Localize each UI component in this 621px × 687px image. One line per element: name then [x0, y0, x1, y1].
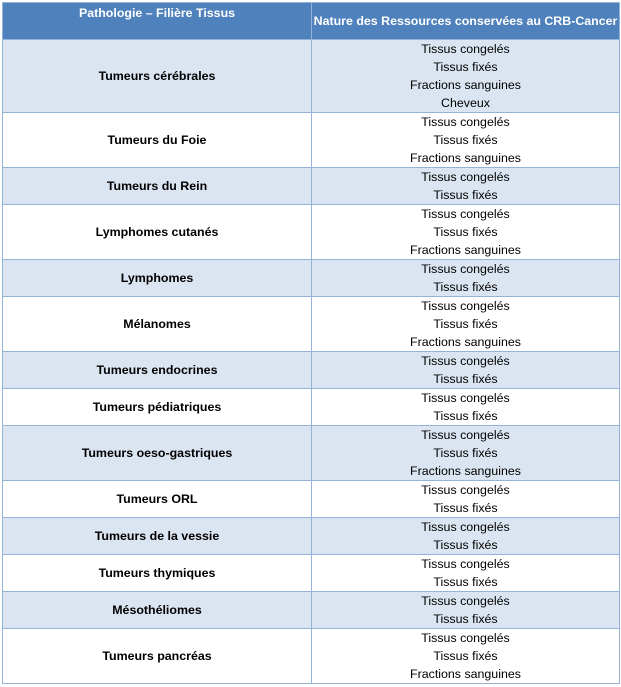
pathology-cell: Tumeurs ORL: [3, 481, 312, 518]
resource-item: Tissus fixés: [433, 538, 498, 552]
resource-item: Fractions sanguines: [410, 243, 521, 257]
table-row: [3, 629, 620, 684]
resource-item: Tissus fixés: [433, 317, 498, 331]
resources-cell: [312, 40, 620, 113]
resources-cell: [312, 426, 620, 481]
table-row: [3, 113, 620, 168]
pathology-cell: Tumeurs de la vessie: [3, 518, 312, 555]
table-row: [3, 389, 620, 426]
resource-item: Tissus fixés: [433, 612, 498, 626]
resource-item: Tissus congelés: [421, 262, 510, 276]
resource-item: Tissus congelés: [421, 207, 510, 221]
resource-item: Tissus fixés: [433, 575, 498, 589]
pathology-cell: Tumeurs endocrines: [3, 352, 312, 389]
table-row: [3, 481, 620, 518]
resource-item: Tissus fixés: [433, 188, 498, 202]
pathology-cell: Tumeurs du Foie: [3, 113, 312, 168]
resource-item: Tissus fixés: [433, 225, 498, 239]
resource-item: Fractions sanguines: [410, 335, 521, 349]
resources-cell: [312, 629, 620, 684]
table-row: [3, 518, 620, 555]
resource-item: Tissus congelés: [421, 557, 510, 571]
resources-table: [2, 2, 620, 684]
table-row: [3, 260, 620, 297]
table-row: [3, 555, 620, 592]
pathology-cell: Tumeurs cérébrales: [3, 40, 312, 113]
table-row: [3, 205, 620, 260]
resource-item: Tissus congelés: [421, 631, 510, 645]
pathology-cell: Lymphomes cutanés: [3, 205, 312, 260]
header-nature-ressources: Nature des Ressources conservées au CRB-Cancer: [312, 3, 620, 40]
resource-item: Fractions sanguines: [410, 78, 521, 92]
resource-item: Tissus congelés: [421, 42, 510, 56]
pathology-cell: Tumeurs oeso-gastriques: [3, 426, 312, 481]
resources-cell: [312, 168, 620, 205]
pathology-cell: Lymphomes: [3, 260, 312, 297]
pathology-cell: Tumeurs pancréas: [3, 629, 312, 684]
table-header-row: [3, 3, 620, 40]
table-row: [3, 352, 620, 389]
resource-item: Tissus fixés: [433, 446, 498, 460]
resource-item: Tissus fixés: [433, 372, 498, 386]
pathology-cell: Tumeurs pédiatriques: [3, 389, 312, 426]
pathology-cell: Tumeurs thymiques: [3, 555, 312, 592]
resource-item: Tissus congelés: [421, 170, 510, 184]
table-row: [3, 40, 620, 113]
table-row: [3, 168, 620, 205]
resources-cell: [312, 260, 620, 297]
resource-item: Tissus fixés: [433, 649, 498, 663]
resource-item: Cheveux: [441, 96, 490, 110]
resource-item: Tissus congelés: [421, 299, 510, 313]
resources-cell: [312, 481, 620, 518]
resources-cell: [312, 205, 620, 260]
resource-item: Tissus congelés: [421, 115, 510, 129]
resources-cell: [312, 592, 620, 629]
resource-item: Fractions sanguines: [410, 464, 521, 478]
header-pathologie: Pathologie – Filière Tissus: [3, 3, 312, 40]
resources-cell: [312, 389, 620, 426]
table-row: [3, 592, 620, 629]
resource-item: Tissus congelés: [421, 354, 510, 368]
resource-item: Tissus congelés: [421, 391, 510, 405]
resource-item: Tissus congelés: [421, 520, 510, 534]
pathology-cell: Mésothéliomes: [3, 592, 312, 629]
resource-item: Tissus fixés: [433, 409, 498, 423]
table-row: [3, 426, 620, 481]
resource-item: Tissus fixés: [433, 501, 498, 515]
resource-item: Tissus fixés: [433, 280, 498, 294]
resources-cell: [312, 555, 620, 592]
table-body: [3, 40, 620, 684]
resources-cell: [312, 113, 620, 168]
resource-item: Tissus fixés: [433, 133, 498, 147]
resource-item: Tissus congelés: [421, 483, 510, 497]
resource-item: Tissus congelés: [421, 594, 510, 608]
pathology-cell: Tumeurs du Rein: [3, 168, 312, 205]
resource-item: Tissus congelés: [421, 428, 510, 442]
resources-cell: [312, 518, 620, 555]
resource-item: Fractions sanguines: [410, 151, 521, 165]
table-row: [3, 297, 620, 352]
pathology-cell: Mélanomes: [3, 297, 312, 352]
resource-item: Fractions sanguines: [410, 667, 521, 681]
resource-item: Tissus fixés: [433, 60, 498, 74]
resources-cell: [312, 352, 620, 389]
resources-cell: [312, 297, 620, 352]
